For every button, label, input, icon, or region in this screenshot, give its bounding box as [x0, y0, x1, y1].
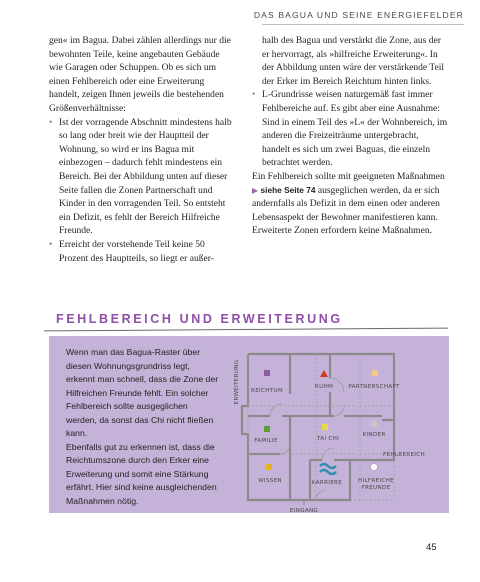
right-intro-paragraph: halb des Bagua und verstärkt die Zone, aus der er hervorragt, als »hilfreiche Erweiterung«. In der Abbildung unten wäre der verstärkende Teil der Erker im Bereich Reichtum hinten links.: [262, 35, 445, 87]
arrow-right-icon: ▶: [252, 185, 259, 195]
label-fehlbereich: FEHLBEREICH: [383, 452, 425, 458]
label-eingang: EINGANG: [289, 508, 319, 514]
wissen-square-icon: [266, 464, 272, 470]
paragraph-end: ausgeglichen werden, da er sich andernfalls als Defizit in dem einen oder anderen Lebensaspekt der Bewohner manifestieren kann. Erweiterte Zonen erfordern keine Maßnahmen.: [252, 184, 440, 237]
right-bullet-list: [252, 88, 448, 170]
bullet-text: L-Grundrisse weisen naturgemäß fast immer Fehlbereiche auf. Es gibt aber eine Ausnahme: Sind in einem Teil des »L« der Wohnbereich, im anderen die Freizeiträume untergebracht, handelt es sich um zwei Baguas, die einzeln betrachtet werden.: [262, 89, 448, 169]
label-partnerschaft: PARTNERSCHAFT: [348, 384, 400, 390]
title-underline: [44, 328, 448, 332]
paragraph-start: Ein Fehlbereich sollte mit geeigneten Maßnahmen: [252, 170, 445, 182]
reichtum-square-icon: [264, 370, 270, 376]
list-item: [49, 238, 233, 265]
header-rule: [262, 24, 464, 25]
right-column: [252, 34, 448, 238]
label-ruhm: RUHM: [314, 384, 334, 390]
label-freunde: FREUNDE: [361, 485, 391, 491]
label-familie: FAMILIE: [254, 438, 278, 444]
label-reichtum: REICHTUM: [251, 388, 283, 394]
familie-square-icon: [264, 426, 270, 432]
list-item: [252, 88, 448, 170]
karriere-wave-icon: [320, 464, 336, 474]
page-number: 45: [426, 542, 437, 553]
partnerschaft-square-icon: [372, 370, 378, 376]
left-column: [49, 34, 233, 265]
label-kinder: KINDER: [362, 432, 386, 438]
page-reference-link[interactable]: siehe Seite 74: [260, 184, 316, 195]
ruhm-triangle-icon: [320, 370, 328, 377]
info-box-text: [66, 346, 220, 508]
list-item: [49, 116, 233, 238]
left-bullet-list: [49, 116, 233, 266]
taichi-square-icon: [322, 424, 328, 430]
left-intro-paragraph: gen« im Bagua. Dabei zählen allerdings nur die bewohnten Teile, keine angebauten Gebäude wie Garagen oder Schuppen. Ob es sich um einen Fehlbereich oder eine Erweiterung handelt, zeigen Ihnen jeweils die bestehenden Größenverhältnisse:: [49, 35, 231, 114]
label-taichi: TAI CHI: [316, 436, 340, 442]
kinder-circle-icon: [371, 421, 378, 428]
floor-plan-diagram: [224, 342, 430, 514]
label-hilfreiche: HILFREICHE: [358, 478, 394, 484]
bullet-text: Erreicht der vorstehende Teil keine 50 Prozent des Hauptteils, so liegt er außer-: [59, 238, 214, 264]
bullet-icon: •: [49, 116, 53, 128]
bullet-icon: •: [49, 238, 53, 250]
right-closing-paragraph: [252, 170, 448, 238]
info-box-paragraph-1: Wenn man das Bagua-Raster über diesen Wohnungsgrundriss legt, erkennt man schnell, dass die Zone der Hilfreichen Freunde fehlt. Ein solcher Fehlbereich sollte ausgeglichen werden, da sonst das Chi nicht fließen kann.: [66, 347, 219, 438]
label-wissen: WISSEN: [258, 478, 282, 484]
running-header: DAS BAGUA UND SEINE ENERGIEFELDER: [253, 10, 464, 20]
label-erweiterung: ERWEITERUNG: [234, 359, 240, 405]
hilfreiche-freunde-circle-icon: [371, 464, 378, 471]
label-karriere: KARRIERE: [311, 480, 343, 486]
bullet-text: Ist der vorragende Abschnitt mindestens halb so lang oder breit wie der Hauptteil der Wohnung, so wird er ins Bagua mit einbezogen – dadurch fehlt mindestens ein Bereich. Bei der Abbildung unten auf dieser Seite fallen die Zonen Partnerschaft und Kinder in den vorragenden Teil. So entsteht ein Defizit, es fehlt der Bereich Hilfreiche Freunde.: [59, 116, 232, 237]
info-box-paragraph-2: Ebenfalls gut zu erkennen ist, dass die Reichtumszone durch den Erker eine Erweiterung und somit eine Stärkung erfährt. Hier sind keine ausgleichenden Maßnahmen nötig.: [66, 441, 217, 506]
bullet-icon: •: [252, 89, 256, 101]
box-title: FEHLBEREICH UND ERWEITERUNG: [56, 312, 343, 326]
